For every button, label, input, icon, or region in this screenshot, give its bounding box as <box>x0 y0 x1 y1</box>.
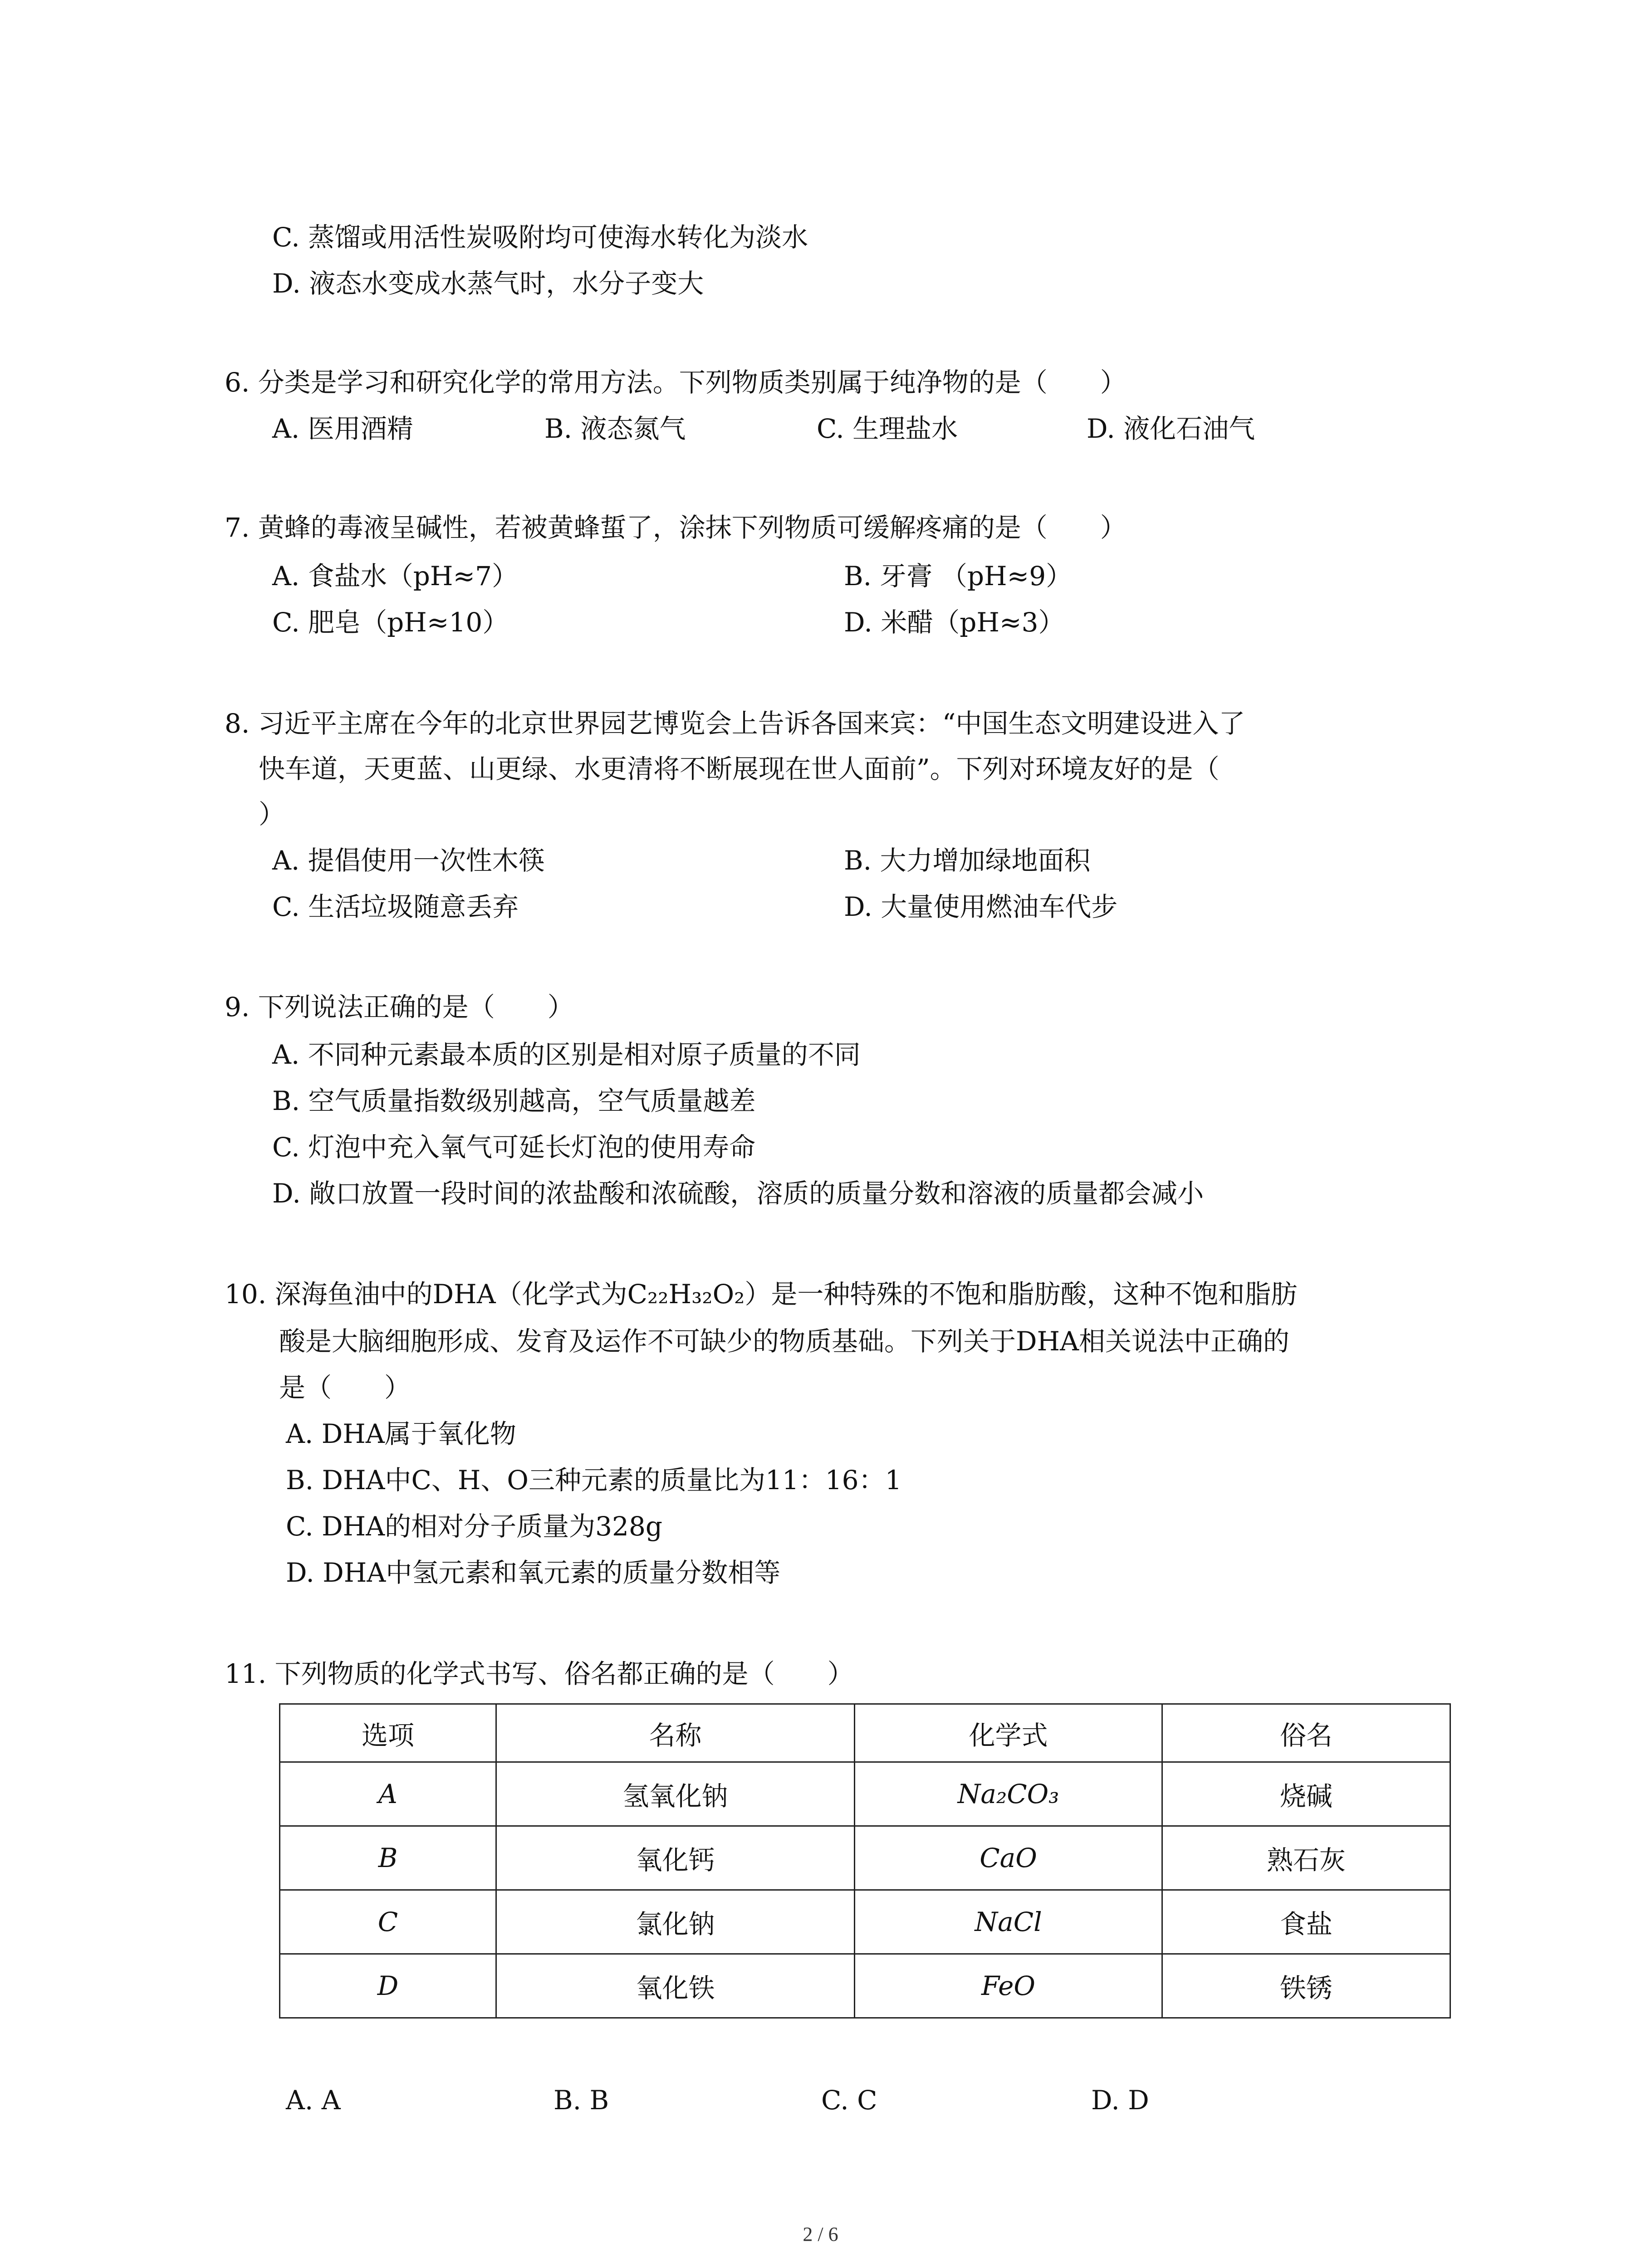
table-cell-formula: Na₂CO₃ <box>855 1762 1162 1826</box>
q6-option-b: B. 液态氮气 <box>544 413 686 444</box>
q10-option-d: D. DHA中氢元素和氧元素的质量分数相等 <box>286 1557 781 1588</box>
q5-option-c: C. 蒸馏或用活性炭吸附均可使海水转化为淡水 <box>272 222 808 253</box>
q11-option-d: D. D <box>1091 2085 1149 2116</box>
q9-option-a: A. 不同种元素最本质的区别是相对原子质量的不同 <box>272 1039 861 1070</box>
q10-option-c: C. DHA的相对分子质量为328g <box>286 1511 662 1542</box>
table-cell-common: 熟石灰 <box>1162 1826 1450 1890</box>
q8-option-c: C. 生活垃圾随意丢弃 <box>272 891 519 922</box>
table-cell-common: 铁锈 <box>1162 1954 1450 2018</box>
table-row <box>280 1954 1450 2018</box>
q11-option-b: B. B <box>554 2085 609 2116</box>
q9-option-c: C. 灯泡中充入氧气可延长灯泡的使用寿命 <box>272 1132 756 1163</box>
table-cell-option: B <box>280 1826 496 1890</box>
q6-option-a: A. 医用酒精 <box>272 413 413 444</box>
q6-option-d: D. 液化石油气 <box>1087 413 1255 444</box>
table-cell-formula: NaCl <box>855 1890 1162 1954</box>
page-number: 2 / 6 <box>803 2223 838 2245</box>
table-row <box>280 1762 1450 1826</box>
q11-option-c: C. C <box>821 2085 877 2116</box>
q7-option-c: C. 肥皂（pH≈10） <box>272 607 509 638</box>
q5-option-d: D. 液态水变成水蒸气时，水分子变大 <box>272 268 704 299</box>
table-cell-formula: CaO <box>855 1826 1162 1890</box>
q8-option-a: A. 提倡使用一次性木筷 <box>272 845 545 876</box>
q7-option-d: D. 米醋（pH≈3） <box>844 607 1065 638</box>
q9-option-b: B. 空气质量指数级别越高，空气质量越差 <box>272 1085 756 1116</box>
q6-stem: 6. 分类是学习和研究化学的常用方法。下列物质类别属于纯净物的是（ ） <box>225 367 1127 398</box>
table-header-cell: 化学式 <box>855 1704 1162 1762</box>
table-row <box>280 1826 1450 1890</box>
q8-stem-line1: 8. 习近平主席在今年的北京世界园艺博览会上告诉各国来宾：“中国生态文明建设进入了 <box>225 708 1245 739</box>
q8-stem-line3: ） <box>259 799 285 830</box>
q11-table <box>279 1703 1451 2019</box>
q9-option-d: D. 敞口放置一段时间的浓盐酸和浓硫酸，溶质的质量分数和溶液的质量都会减小 <box>272 1178 1204 1209</box>
table-cell-formula: FeO <box>855 1954 1162 2018</box>
q9-stem: 9. 下列说法正确的是（ ） <box>225 992 574 1022</box>
table-cell-option: D <box>280 1954 496 2018</box>
q10-stem-line2: 酸是大脑细胞形成、发育及运作不可缺少的物质基础。下列关于DHA相关说法中正确的 <box>279 1326 1289 1357</box>
table-cell-name: 氧化钙 <box>496 1826 855 1890</box>
table-cell-name: 氢氧化钠 <box>496 1762 855 1826</box>
q11-option-a: A. A <box>286 2085 341 2116</box>
table-header-cell: 俗名 <box>1162 1704 1450 1762</box>
table-cell-option: A <box>280 1762 496 1826</box>
q10-stem-line3: 是（ ） <box>279 1372 411 1403</box>
table-header-cell: 名称 <box>496 1704 855 1762</box>
table-cell-name: 氧化铁 <box>496 1954 855 2018</box>
table-header-row <box>280 1704 1450 1762</box>
table-cell-name: 氯化钠 <box>496 1890 855 1954</box>
q8-stem-line2: 快车道，天更蓝、山更绿、水更清将不断展现在世人面前”。下列对环境友好的是（ <box>259 753 1220 784</box>
q8-option-b: B. 大力增加绿地面积 <box>844 845 1091 876</box>
table-cell-option: C <box>280 1890 496 1954</box>
q7-option-b: B. 牙膏 （pH≈9） <box>844 561 1073 591</box>
table-row <box>280 1890 1450 1954</box>
q10-option-b: B. DHA中C、H、O三种元素的质量比为11：16：1 <box>286 1465 902 1496</box>
q7-option-a: A. 食盐水（pH≈7） <box>272 561 518 591</box>
q10-option-a: A. DHA属于氧化物 <box>286 1418 516 1449</box>
table-cell-common: 烧碱 <box>1162 1762 1450 1826</box>
table-cell-common: 食盐 <box>1162 1890 1450 1954</box>
q7-stem: 7. 黄蜂的毒液呈碱性，若被黄蜂蜇了，涂抹下列物质可缓解疼痛的是（ ） <box>225 512 1127 543</box>
q11-stem: 11. 下列物质的化学式书写、俗名都正确的是（ ） <box>225 1658 854 1689</box>
q6-option-c: C. 生理盐水 <box>817 413 958 444</box>
q8-option-d: D. 大量使用燃油车代步 <box>844 891 1118 922</box>
q10-stem-line1: 10. 深海鱼油中的DHA（化学式为C₂₂H₃₂O₂）是一种特殊的不饱和脂肪酸，这种不饱和脂肪 <box>225 1279 1298 1310</box>
table-header-cell: 选项 <box>280 1704 496 1762</box>
